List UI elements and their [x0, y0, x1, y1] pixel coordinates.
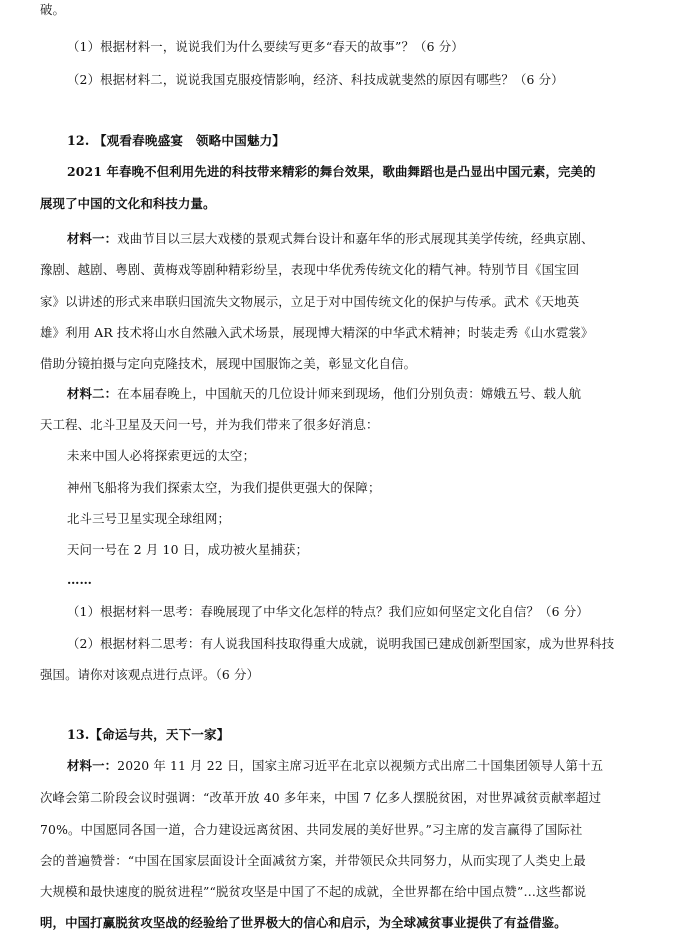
q13-material-1-text: 2020 年 11 月 22 日，国家主席习近平在北京以视频方式出席二十国集团领导人第十五 [117, 758, 604, 773]
q13-material-1-line-4: 会的普遍赞誉：“中国在国家层面设计全面减贫方案，并带领民众共同努力，从而实现了人类史上最 [40, 853, 586, 868]
question-11-2: （2）根据材料二，说说我国克服疫情影响，经济、科技成就斐然的原因有哪些？（6 分） [67, 72, 564, 87]
news-ellipsis: …… [67, 572, 93, 587]
q13-material-1-label: 材料一： [67, 758, 118, 773]
q12-material-2-line-2: 天工程、北斗卫星及天问一号，并为我们带来了很多好消息： [40, 417, 379, 432]
question-12-2-line-2: 强国。请你对该观点进行点评。（6 分） [40, 667, 260, 682]
news-item-4: 天问一号在 2 月 10 日，成功被火星捕获； [67, 542, 309, 557]
q12-material-1-line-5: 借助分镜拍摄与定向克隆技术，展现中国服饰之美，彰显文化自信。 [40, 356, 417, 371]
q12-material-1-line-2: 豫剧、越剧、粤剧、黄梅戏等剧种精彩纷呈，表现中华优秀传统文化的精气神。特别节目《国宝回 [40, 262, 580, 277]
question-12-2-line-1: （2）根据材料二思考：有人说我国科技取得重大成就，说明我国已建成创新型国家，成为世界科技 [67, 636, 615, 651]
q13-material-1-line-6: 明，中国打赢脱贫攻坚战的经验给了世界极大的信心和启示，为全球减贫事业提供了有益借鉴。 [40, 915, 567, 930]
question-12-heading: 12. 【观看春晚盛宴 领略中国魅力】 [67, 133, 286, 148]
q12-material-1-line-3: 家》以讲述的形式来串联归国流失文物展示，立足于对中国传统文化的保护与传承。武术《天地英 [40, 294, 580, 309]
q13-material-1-line-1 [67, 758, 603, 774]
question-13-heading: 13.【命运与共，天下一家】 [67, 727, 230, 742]
q12-material-1-line-4: 雄》利用 AR 技术将山水自然融入武术场景，展现博大精深的中华武术精神；时装走秀《山水霓裳》 [40, 325, 594, 340]
q12-material-2-line-1 [67, 386, 581, 402]
question-12-intro-line-1: 2021 年春晚不但利用先进的科技带来精彩的舞台效果，歌曲舞蹈也是凸显出中国元素，完美的 [67, 164, 596, 179]
material-1-label: 材料一： [67, 231, 118, 246]
material-2-text: 在本届春晚上，中国航天的几位设计师来到现场，他们分别负责：嫦娥五号、载人航 [117, 386, 582, 401]
news-item-2: 神州飞船将为我们探索太空，为我们提供更强大的保障； [67, 480, 381, 495]
news-item-3: 北斗三号卫星实现全球组网； [67, 511, 231, 526]
question-11-1: （1）根据材料一，说说我们为什么要续写更多“春天的故事”？（6 分） [67, 39, 464, 54]
news-item-1: 未来中国人必将探索更远的太空； [67, 448, 256, 463]
material-1-text: 戏曲节目以三层大戏楼的景观式舞台设计和嘉年华的形式展现其美学传统，经典京剧、 [117, 231, 594, 246]
q13-material-1-line-2: 次峰会第二阶段会议时强调：“改革开放 40 多年来，中国 7 亿多人摆脱贫困，对世界减贫贡献率超过 [40, 790, 602, 805]
q12-material-1-line-1 [67, 231, 594, 247]
q13-material-1-line-3: 70%。中国愿同各国一道，合力建设远离贫困、共同发展的美好世界。”习主席的发言赢得了国际社 [40, 822, 583, 837]
question-12-intro-line-2: 展现了中国的文化和科技力量。 [40, 196, 216, 211]
previous-text-tail: 破。 [40, 2, 66, 17]
q13-material-1-line-5: 大规模和最快速度的脱贫进程”“脱贫攻坚是中国了不起的成就，全世界都在给中国点赞”…这些都说 [40, 884, 587, 899]
material-2-label: 材料二： [67, 386, 118, 401]
question-12-1: （1）根据材料一思考：春晚展现了中华文化怎样的特点？我们应如何坚定文化自信？（6 分） [67, 604, 589, 619]
